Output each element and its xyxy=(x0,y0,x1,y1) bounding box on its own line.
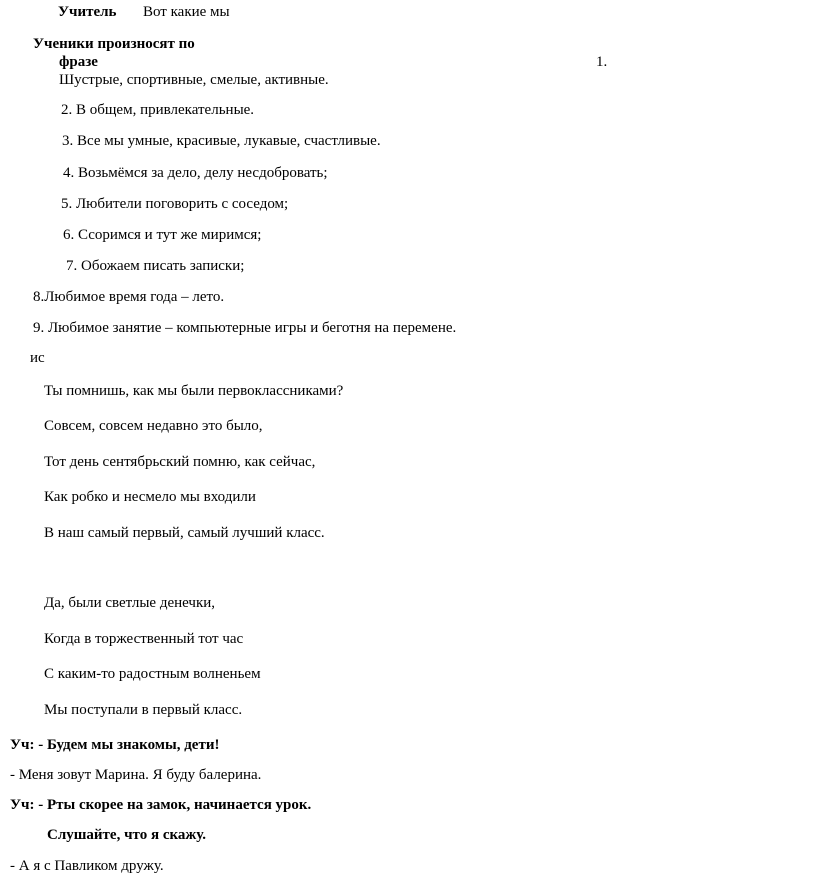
students-note-line2: фразе xyxy=(59,54,98,70)
poem-line: Когда в торжественный тот час xyxy=(44,631,244,647)
dialogue-teacher-line: Уч: - Рты скорее на замок, начинается урок. xyxy=(10,797,312,813)
poem-line: Тот день сентябрьский помню, как сейчас, xyxy=(44,454,316,470)
poem-line: Ты помнишь, как мы были первоклассниками? xyxy=(44,383,344,399)
poem-line: Совсем, совсем недавно это было, xyxy=(44,418,263,434)
phrase-item: 4. Возьмёмся за дело, делу несдобровать; xyxy=(63,165,328,181)
students-note-line1: Ученики произносят по xyxy=(33,36,195,52)
dialogue-teacher-line: Уч: - Будем мы знакомы, дети! xyxy=(10,737,220,753)
phrase-item: 9. Любимое занятие – компьютерные игры и беготня на перемене. xyxy=(33,320,457,336)
poem-line: Мы поступали в первый класс. xyxy=(44,702,243,718)
phrase-item: 7. Обожаем писать записки; xyxy=(66,258,245,274)
phrase-item: 5. Любители поговорить с соседом; xyxy=(61,196,289,212)
phrase-item: 2. В общем, привлекательные. xyxy=(61,102,255,118)
poem-line: В наш самый первый, самый лучший класс. xyxy=(44,525,325,541)
dialogue-student-line: - А я с Павликом дружу. xyxy=(10,858,164,874)
poem-line: Как робко и несмело мы входили xyxy=(44,489,256,505)
teacher-label: Учитель xyxy=(58,4,117,20)
dialogue-student-line: - Меня зовут Марина. Я буду балерина. xyxy=(10,767,262,783)
dialogue-teacher-line: Слушайте, что я скажу. xyxy=(47,827,207,843)
phrase-item: 3. Все мы умные, красивые, лукавые, счастливые. xyxy=(62,133,381,149)
phrase-item: 8.Любимое время года – лето. xyxy=(33,289,225,305)
phrase-item: 6. Ссоримся и тут же миримся; xyxy=(63,227,262,243)
phrase-item: Шустрые, спортивные, смелые, активные. xyxy=(59,72,329,88)
poem-line: Да, были светлые денечки, xyxy=(44,595,216,611)
text-fragment: ис xyxy=(30,350,45,366)
poem-line: С каким-то радостным волненьем xyxy=(44,666,261,682)
teacher-text: Вот какие мы xyxy=(143,4,230,20)
phrase-number-one: 1. xyxy=(596,54,608,70)
